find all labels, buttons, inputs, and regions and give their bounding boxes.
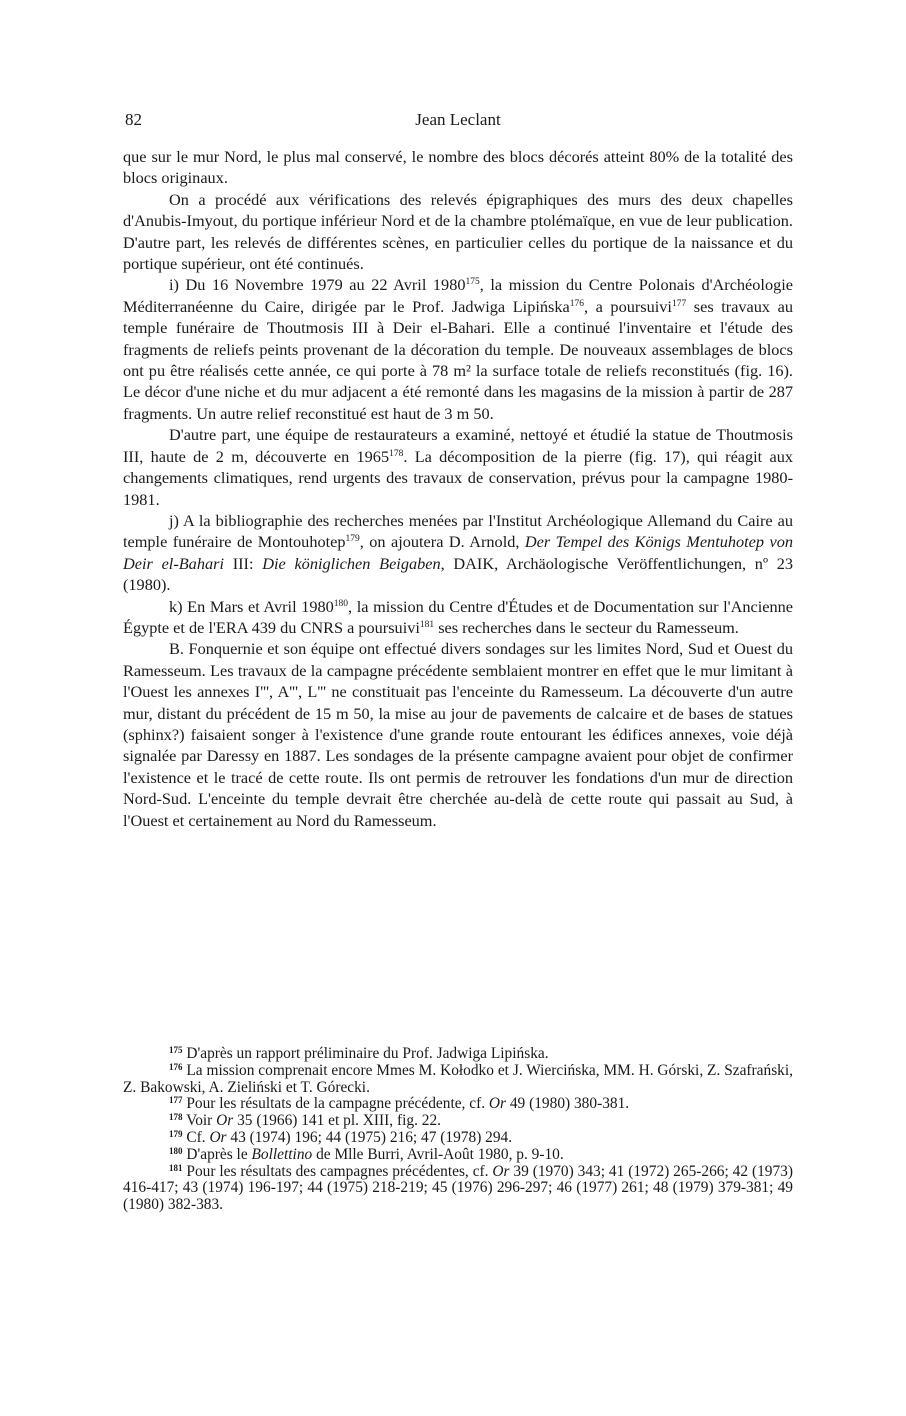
paragraph: B. Fonquernie et son équipe ont effectué divers sondages sur les limites Nord, Sud et Ouest du Ramesseum. Les travaux de la campagne précédente semblaient montrer en effet que le mur limitant à l'Ouest les annexes I''', A''', L''' ne constituait pas l'enceinte du Ramesseum. La découverte d'un autre mur, distant du précédent de 15 m 50, la mise au jour de pavements de calcaire et de bases de statues (sphinx?) faisaient songer à l'existence d'une grande route entourant les édifices annexes, voie déjà signalée par Daressy en 1887. Les sondages de la présente campagne avaient pour objet de confirmer l'existence et le tracé de cette route. Ils ont permis de retrouver les fondations d'un mur de direction Nord-Sud. L'enceinte du temple devrait être cherchée au-delà de cette route qui passait au Sud, à l'Ouest et certainement au Nord du Ramesseum.: [123, 639, 793, 830]
paragraph: D'autre part, une équipe de restaurateurs a examiné, nettoyé et étudié la statue de Thoutmosis III, haute de 2 m, découverte en 1965$^{178}$. La décomposition de la pierre (fig. 17), qui réagit aux changements climatiques, rend urgents des travaux de conservation, prévus pour la campagne 1980-1981.: [123, 425, 793, 509]
footnote: $^{180}$ D'après le Bollettino de Mlle Burri, Avril-Août 1980, p. 9-10.: [169, 1145, 564, 1163]
paragraph: On a procédé aux vérifications des relevés épigraphiques des murs des deux chapelles d'Anubis-Imyout, du portique inférieur Nord et de la chambre ptolémaïque, en vue de leur publication. D'autre part, les relevés de différentes scènes, en particulier celles du portique de la naissance et du portique supérieur, ont été continués.: [123, 189, 793, 274]
footnote-ref[interactable]: 178: [389, 448, 404, 459]
footnote-ref[interactable]: 180: [333, 598, 349, 609]
footnote-number: 175: [169, 1045, 183, 1055]
book-title: Der Tempel des Königs Mentuhotep von Deir el-Bahari: [123, 532, 793, 573]
footnote-ref[interactable]: 175: [465, 277, 480, 288]
paragraph: i) Du 16 Novembre 1979 au 22 Avril 1980$^{175}$, la mission du Centre Polonais d'Archéologie Méditerranéenne du Caire, dirigée par le Prof. Jadwiga Lipińska$^{176}$, a poursuivi$^{177}$ ses travaux au temple funéraire de Thoutmosis III à Deir el-Bahari. Elle a continué l'inventaire et l'étude des fragments de reliefs peints provenant de la décoration du temple. De nouveaux assemblages de blocs ont pu être réalisés cette année, ce qui porte à 78 m² la surface totale de reliefs reconstitués (fig. 16). Le décor d'une niche et du mur adjacent a été remonté dans les magasins de la mission à partir de 287 fragments. Un autre relief reconstitué est haut de 3 m 50.: [123, 275, 794, 423]
page-number: 82: [125, 110, 142, 129]
footnote-ref[interactable]: 179: [345, 534, 360, 545]
footnote-ref[interactable]: 181: [419, 619, 435, 630]
footnote: $^{175}$ D'après un rapport préliminaire du Prof. Jadwiga Lipińska.: [169, 1045, 549, 1062]
footnotes: [123, 1046, 793, 1214]
paragraph: que sur le mur Nord, le plus mal conservé, le nombre des blocs décorés atteint 80% de la totalité des blocs originaux.: [123, 147, 793, 188]
footnote: $^{179}$ Cf. Or 43 (1974) 196; 44 (1975) 216; 47 (1978) 294.: [169, 1128, 513, 1146]
footnote-ref[interactable]: 176: [569, 298, 584, 309]
footnote-number: 177: [169, 1095, 183, 1106]
footnote-number: 179: [169, 1128, 183, 1139]
footnote: $^{177}$ Pour les résultats de la campagne précédente, cf. Or 49 (1980) 380-381.: [169, 1095, 630, 1113]
footnote: $^{176}$ La mission comprenait encore Mmes M. Kołodko et J. Wiercińska, MM. H. Górski, Z. Szafrański, Z. Bakowski, A. Zieliński et T. Górecki.: [123, 1061, 793, 1096]
footnote-number: 178: [169, 1112, 183, 1123]
paragraph: k) En Mars et Avril 1980$^{180}$, la mission du Centre d'Études et de Documentation sur l'Ancienne Égypte et de l'ERA 439 du CNRS a poursuivi$^{181}$ ses recherches dans le secteur du Ramesseum.: [123, 596, 793, 637]
footnote-number: 180: [169, 1145, 183, 1156]
footnote: $^{178}$ Voir Or 35 (1966) 141 et pl. XIII, fig. 22.: [169, 1112, 442, 1130]
footnote-number: 181: [169, 1162, 183, 1173]
book-subtitle: Die königlichen Beigaben: [262, 553, 441, 573]
body-text: [123, 146, 793, 831]
page-header: [123, 110, 793, 134]
footnote-number: 176: [169, 1061, 183, 1072]
footnote: $^{181}$ Pour les résultats des campagnes précédentes, cf. Or 39 (1970) 343; 41 (1972) 265-266; 42 (1973) 416-417; 43 (1974) 196-197; 44 (1975) 218-219; 45 (1976) 296-297; 46 (1977) 261; 48 (1979) 379-381; 49 (1980) 382-383.: [123, 1162, 793, 1214]
paragraph: j) A la bibliographie des recherches menées par l'Institut Archéologique Allemand du Caire au temple funéraire de Montouhotep$^{179}$, on ajoutera D. Arnold, Der Tempel des Königs Mentuhotep von Deir el-Bahari III: Die königlichen Beigaben, DAIK, Archäologische Veröffentlichungen, nº 23 (1980).: [123, 510, 793, 595]
running-head: Jean Leclant: [415, 110, 501, 129]
footnote-ref[interactable]: 177: [671, 298, 687, 309]
